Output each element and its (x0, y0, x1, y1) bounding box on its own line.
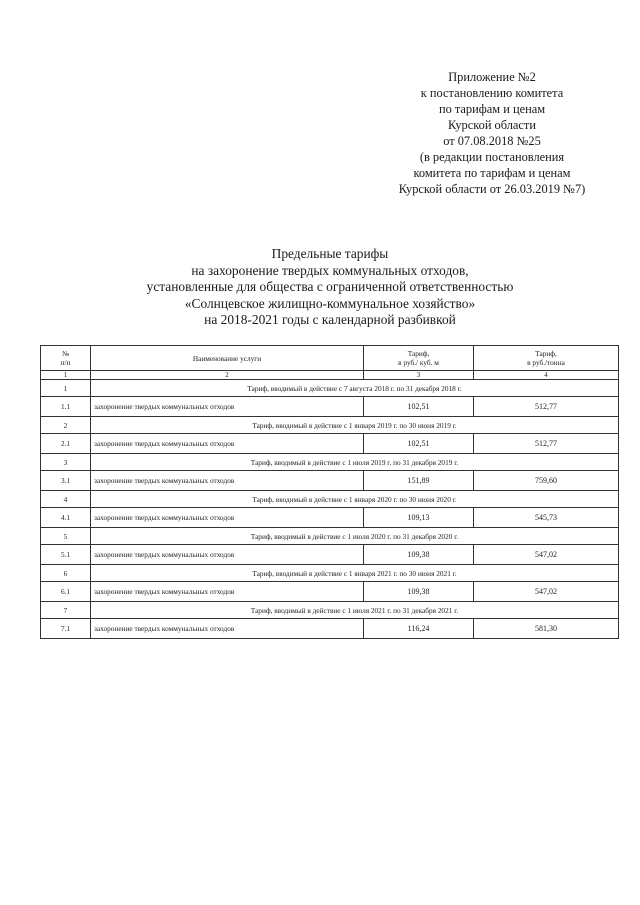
period-number: 3 (41, 454, 91, 471)
column-number: 2 (91, 371, 364, 380)
header-tariff-cubic (364, 346, 474, 371)
item-number: 5.1 (41, 545, 91, 565)
period-description: Тариф, вводимый в действие с 1 июля 2021 г. по 31 декабря 2021 г. (91, 602, 619, 619)
tariff-per-ton: 547,02 (474, 545, 619, 565)
tariff-per-cubic-meter: 102,51 (364, 397, 474, 417)
period-number: 2 (41, 417, 91, 434)
table-row (41, 471, 619, 491)
appendix-line: (в редакции постановления (419, 150, 565, 164)
service-name: захоронение твердых коммунальных отходов (91, 619, 364, 639)
tariff-per-ton: 547,02 (474, 582, 619, 602)
table-header-row (41, 346, 619, 371)
appendix-line: Курской области от 26.03.2019 №7) (398, 182, 586, 196)
tariff-per-cubic-meter: 151,89 (364, 471, 474, 491)
title-line: на захоронение твердых коммунальных отходов, (191, 262, 469, 278)
title-line: Предельные тарифы (271, 246, 389, 261)
header-tariff-ton-line2: в руб./тонна (527, 358, 565, 367)
item-number: 7.1 (41, 619, 91, 639)
column-number: 4 (474, 371, 619, 380)
tariff-per-ton: 512,77 (474, 434, 619, 454)
item-number: 1.1 (41, 397, 91, 417)
service-name: захоронение твердых коммунальных отходов (91, 545, 364, 565)
service-name: захоронение твердых коммунальных отходов (91, 397, 364, 417)
item-number: 4.1 (41, 508, 91, 528)
period-description: Тариф, вводимый в действие с 1 января 2019 г. по 30 июня 2019 г. (91, 417, 619, 434)
title-line: «Солнцевское жилищно-коммунальное хозяйство» (184, 295, 476, 311)
period-row (41, 565, 619, 582)
tariff-per-cubic-meter: 109,38 (364, 545, 474, 565)
title-line: установленные для общества с ограниченной ответственностью (146, 279, 514, 294)
header-tariff-ton (474, 346, 619, 371)
header-service-name: Наименование услуги (91, 346, 364, 371)
period-description: Тариф, вводимый в действие с 7 августа 2018 г. по 31 декабря 2018 г. (91, 380, 619, 397)
period-row (41, 380, 619, 397)
title-line: на 2018-2021 годы с календарной разбивкой (204, 312, 456, 327)
period-row (41, 454, 619, 471)
tariff-per-ton: 545,73 (474, 508, 619, 528)
appendix-line: от 07.08.2018 №25 (443, 134, 541, 148)
item-number: 2.1 (41, 434, 91, 454)
document-title (60, 246, 600, 329)
period-description: Тариф, вводимый в действие с 1 января 2020 г. по 30 июня 2020 г. (91, 491, 619, 508)
appendix-line: Курской области (448, 118, 536, 132)
appendix-header (362, 69, 622, 197)
table-row (41, 397, 619, 417)
period-description: Тариф, вводимый в действие с 1 января 2021 г. по 30 июня 2021 г. (91, 565, 619, 582)
tariff-per-cubic-meter: 116,24 (364, 619, 474, 639)
header-number-line1: № (62, 349, 69, 358)
table-row (41, 508, 619, 528)
period-number: 1 (41, 380, 91, 397)
header-tariff-cubic-line2: в руб./ куб. м (398, 358, 439, 367)
tariff-per-cubic-meter: 102,51 (364, 434, 474, 454)
tariff-table (40, 345, 619, 639)
column-number: 1 (41, 371, 91, 380)
table-row (41, 434, 619, 454)
appendix-line: по тарифам и ценам (438, 102, 546, 116)
appendix-line: к постановлению комитета (420, 86, 564, 100)
header-number (41, 346, 91, 371)
service-name: захоронение твердых коммунальных отходов (91, 434, 364, 454)
tariff-per-ton: 512,77 (474, 397, 619, 417)
period-row (41, 602, 619, 619)
header-number-line2: п/п (60, 358, 71, 367)
period-number: 6 (41, 565, 91, 582)
period-description: Тариф, вводимый в действие с 1 июля 2020 г. по 31 декабря 2020 г. (91, 528, 619, 545)
table-row (41, 582, 619, 602)
service-name: захоронение твердых коммунальных отходов (91, 508, 364, 528)
tariff-table-body (41, 346, 619, 639)
tariff-per-ton: 759,60 (474, 471, 619, 491)
period-number: 5 (41, 528, 91, 545)
header-tariff-cubic-line1: Тариф, (407, 349, 430, 358)
item-number: 3.1 (41, 471, 91, 491)
period-row (41, 528, 619, 545)
column-numbers-row (41, 371, 619, 380)
column-number: 3 (364, 371, 474, 380)
period-row (41, 491, 619, 508)
period-number: 4 (41, 491, 91, 508)
appendix-line: комитета по тарифам и ценам (413, 166, 571, 180)
table-row (41, 545, 619, 565)
header-tariff-ton-line1: Тариф, (535, 349, 557, 358)
tariff-per-cubic-meter: 109,13 (364, 508, 474, 528)
period-description: Тариф, вводимый в действие с 1 июля 2019 г. по 31 декабря 2019 г. (91, 454, 619, 471)
period-row (41, 417, 619, 434)
table-row (41, 619, 619, 639)
appendix-line: Приложение №2 (448, 70, 536, 84)
item-number: 6.1 (41, 582, 91, 602)
period-number: 7 (41, 602, 91, 619)
service-name: захоронение твердых коммунальных отходов (91, 582, 364, 602)
service-name: захоронение твердых коммунальных отходов (91, 471, 364, 491)
tariff-per-cubic-meter: 109,38 (364, 582, 474, 602)
tariff-per-ton: 581,30 (474, 619, 619, 639)
